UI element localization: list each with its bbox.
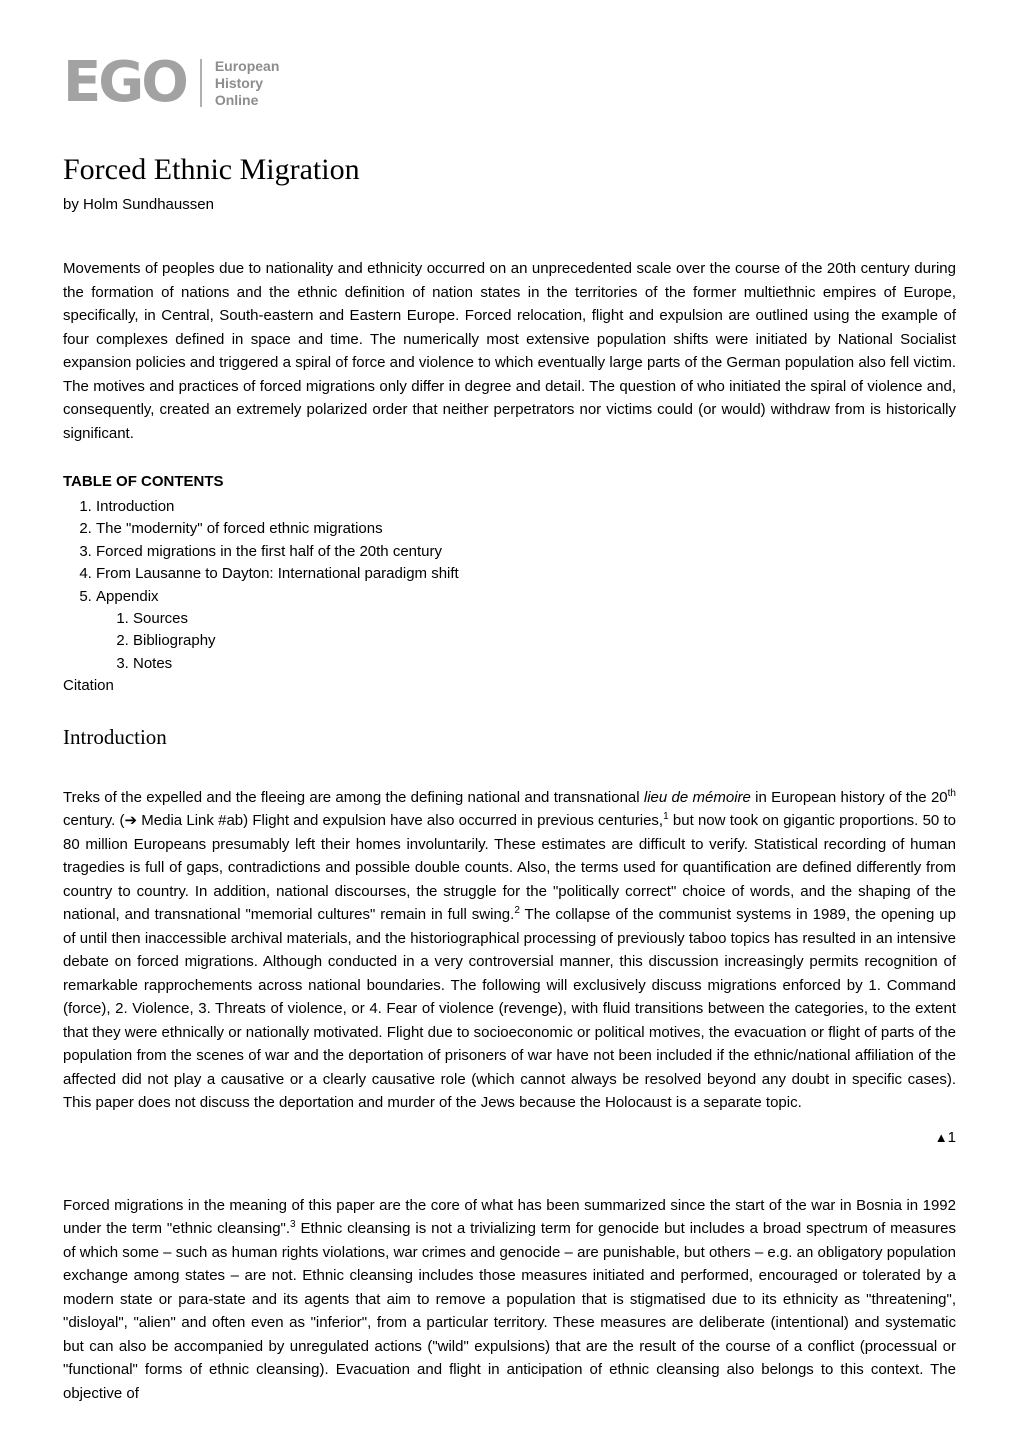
toc-subitem-label: Bibliography — [133, 632, 216, 650]
toc-item-first-half-20th-century[interactable] — [96, 541, 956, 563]
paragraph-anchor-number: 1 — [947, 1128, 956, 1146]
section-heading-introduction: Introduction — [63, 724, 167, 749]
toc-item-label: Forced migrations in the first half of the 20th century — [96, 542, 443, 560]
toc-subitem-label: Sources — [133, 610, 189, 628]
citation-link[interactable]: Citation — [63, 677, 114, 695]
introduction-paragraph-2: Forced migrations in the meaning of this paper are the core of what has been summarized since the start of the war in Bosnia in 1992 under the term "ethnic cleansing".$^3$ Ethnic cleansing is not a trivializing term for genocide but includes a broad spectrum of measures of which some – such as human rights violations, war crimes and genocide – are punishable, but others – e.g. an obligatory population exchange among states – are not. Ethnic cleansing includes those measures initiated and performed, encouraged or tolerated by a modern state or para-state and its agents that aim to remove a population that is stigmatised due to its ethnicity as "threatening", "disloyal", "alien" and often even as "inferior", from a particular territory. These measures are deliberate (intentional) and systematic but can also be accompanied by unregulated actions ("wild" expulsions) that are the result of the course of a conflict (processual or "functional" forms of ethnic cleansing). Evacuation and flight in anticipation of ethnic cleansing also belongs to this context. The objective of — [63, 1196, 956, 1402]
toc-subitem-sources[interactable] — [133, 608, 956, 630]
logo-subtitle — [215, 58, 280, 109]
toc-appendix-list — [96, 608, 956, 675]
ego-logo[interactable] — [63, 50, 956, 115]
logo-subtitle-line: European — [214, 57, 280, 74]
abstract-paragraph: Movements of peoples due to nationality and ethnicity occurred on an unprecedented scale over the course of the 20th century during the formation of nations and the ethnic definition of nation states in the territories of the former multiethnic empires of Europe, specifically, in Central, South-eastern and Eastern Europe. Forced relocation, flight and expulsion are outlined using the example of four complexes defined in space and time. The numerically most extensive population shifts were initiated by National Socialist expansion policies and triggered a spiral of force and violence to which eventually large parts of the German population also fell victim. The motives and practices of forced migrations only differ in degree and detail. The question of who initiated the spiral of violence and, consequently, created an extremely polarized order that neither perpetrators nor victims could (or would) withdraw from is historically significant. — [63, 260, 956, 442]
logo-subtitle-line: History — [214, 74, 264, 91]
toc-subitem-bibliography[interactable] — [133, 630, 956, 652]
logo-subtitle-line: Online — [214, 91, 259, 108]
toc-item-label: Appendix — [96, 587, 159, 605]
media-link[interactable]: (➔ Media Link #ab) — [119, 812, 249, 830]
toc-item-modernity[interactable] — [96, 518, 956, 540]
triangle-up-icon: ▲ — [934, 1129, 948, 1145]
article-byline: by Holm Sundhaussen — [63, 196, 214, 213]
paragraph-anchor[interactable] — [63, 1128, 956, 1148]
toc-list — [63, 496, 956, 675]
toc-item-appendix[interactable] — [96, 586, 956, 676]
toc-subitem-notes[interactable] — [133, 653, 956, 675]
toc-item-label: The "modernity" of forced ethnic migrations — [96, 520, 383, 538]
toc-item-label: From Lausanne to Dayton: International paradigm shift — [96, 565, 459, 583]
toc-item-introduction[interactable] — [96, 496, 956, 518]
toc-item-lausanne-to-dayton[interactable] — [96, 563, 956, 585]
logo-divider — [200, 59, 202, 107]
toc-heading: TABLE OF CONTENTS — [63, 473, 224, 490]
toc-subitem-label: Notes — [133, 654, 173, 672]
ego-wordmark: EGO — [63, 50, 186, 115]
toc-item-label: Introduction — [96, 498, 175, 515]
page-title: Forced Ethnic Migration — [63, 153, 360, 186]
introduction-paragraph-1: Treks of the expelled and the fleeing are among the defining national and transnational lieu de mémoire in European history of the 20th century. (➔ Media Link #ab) Flight and expulsion have also occurred in previous centuries,$^1$ but now took on gigantic proportions. 50 to 80 million Europeans presumably left their homes involuntarily. These estimates are difficult to verify. Statistical recording of human tragedies is full of gaps, contradictions and possible double counts. Also, the terms used for quantification are defined differently from country to country. In addition, national discourses, the struggle for the "politically correct" choice of words, and the shaping of the national, and transnational "memorial cultures" remain in full swing.$^2$ The collapse of the communist systems in 1989, the opening up of until then inaccessible archival materials, and the historiographical processing of previously taboo topics has resulted in an intensive debate on forced migrations. Although conducted in a very controversial manner, this discussion increasingly permits recognition of remarkable rapprochements across national boundaries. The following will exclusively discuss migrations enforced by 1. Command (force), 2. Violence, 3. Threats of violence, or 4. Fear of violence (revenge), with fluid transitions between the categories, to the extent that they were ethnically or nationally motivated. Flight due to socioeconomic or political motives, the evacuation or flight of parts of the population from the scenes of war and the deportation of prisoners of war have not been included if the ethnic/national affiliation of the affected did not play a causative or a clearly causative role (which cannot always be resolved beyond any doubt in specific cases). This paper does not discuss the deportation and murder of the Jews because the Holocaust is a separate topic. — [63, 787, 956, 1112]
